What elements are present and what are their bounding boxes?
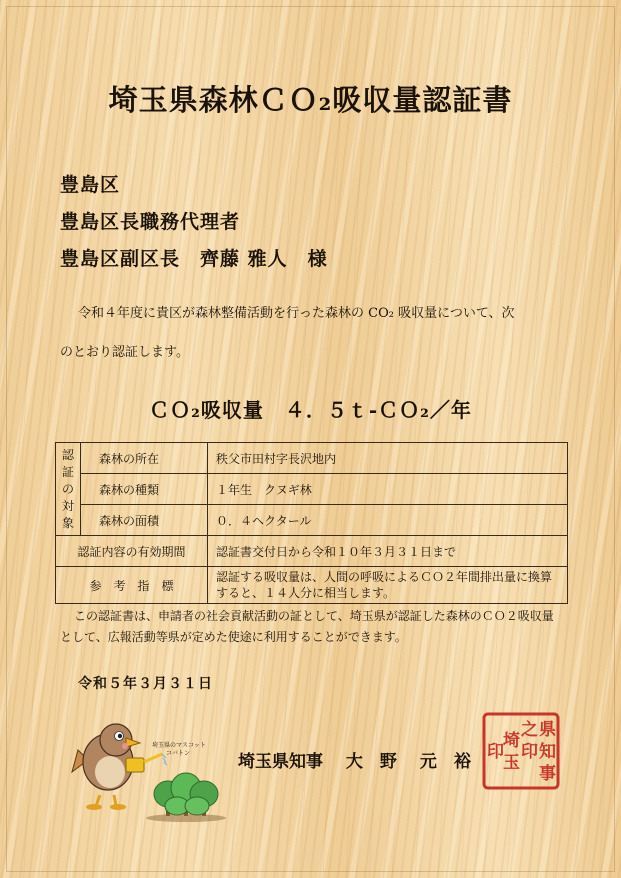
forest-type-value: １年生 クヌギ林 — [208, 474, 568, 505]
official-seal-icon — [481, 711, 561, 791]
forest-area-label: 森林の面積 — [81, 505, 208, 536]
table-row — [56, 443, 568, 474]
reference-indicator-value — [208, 567, 568, 604]
reference-indicator-label: 参 考 指 標 — [56, 567, 208, 604]
recipient-line-2: 豊島区長職務代理者 — [60, 211, 241, 233]
reference-line-1: 認証する吸収量は、人間の呼吸によるＣＯ２年間排出量に換算 — [216, 570, 553, 584]
target-group-header-char: 対 — [61, 498, 74, 513]
seal-glyph: 印 — [487, 742, 504, 762]
mascot-illustration — [70, 710, 230, 830]
validity-period-label: 認証内容の有効期間 — [56, 536, 208, 567]
usage-line-1: この認証書は、申請者の社会貢献活動の証として、埼玉県が認証した森林のＣＯ２吸収量 — [74, 609, 554, 623]
table-row — [56, 567, 568, 604]
target-group-header-char: 認 — [61, 447, 74, 462]
target-group-header-char: の — [61, 481, 74, 496]
seal-glyph: 事 — [539, 764, 556, 784]
governor-signature: 埼玉県知事 大 野 元 裕 — [238, 752, 471, 772]
target-group-header-char: 象 — [61, 515, 74, 530]
forest-location-label: 森林の所在 — [81, 443, 208, 474]
co2-amount: ＣＯ₂吸収量 ４．５ｔ-ＣＯ₂／年 — [149, 398, 472, 422]
validity-period-value: 認証書交付日から令和１０年３月３１日まで — [208, 536, 568, 567]
forest-location-value: 秩父市田村字長沢地内 — [208, 443, 568, 474]
table-row — [56, 505, 568, 536]
usage-statement — [60, 606, 554, 648]
mascot-caption-line-2: コバトン — [166, 750, 190, 757]
seal-glyph: 玉 — [503, 753, 520, 773]
body-text-line-2: のとおり認証します。 — [60, 345, 189, 360]
target-group-header-text — [61, 447, 75, 532]
target-group-header-char: 証 — [61, 464, 74, 479]
certification-table — [55, 442, 568, 604]
seal-glyph: 之 — [521, 720, 538, 740]
recipient-line-1: 豊島区 — [60, 174, 121, 196]
issue-date: 令和５年３月３１日 — [78, 676, 213, 692]
mascot-caption-line-1: 埼玉県のマスコット — [152, 742, 206, 749]
recipient-line-3: 豊島区副区長 齊藤 雅人 様 — [60, 248, 328, 270]
target-group-header — [56, 443, 81, 536]
table-row — [56, 474, 568, 505]
certificate-title: 埼玉県森林ＣＯ₂吸収量認証書 — [108, 83, 513, 117]
mascot-caption — [152, 742, 206, 758]
body-text-line-1: 令和４年度に貴区が森林整備活動を行った森林の CO₂ 吸収量について、次 — [78, 306, 515, 321]
reference-line-2: すると、１４人分に相当します。 — [216, 586, 396, 600]
table-row — [56, 536, 568, 567]
forest-area-value: ０．４ヘクタール — [208, 505, 568, 536]
seal-glyph: 埼 — [503, 731, 520, 751]
seal-glyph: 県 — [539, 720, 556, 740]
usage-line-2: として、広報活動等県が定めた使途に利用することができます。 — [60, 630, 407, 644]
forest-type-label: 森林の種類 — [81, 474, 208, 505]
trees-icon — [146, 773, 226, 822]
seal-glyph: 知 — [539, 742, 556, 762]
seal-glyph: 印 — [521, 742, 538, 762]
